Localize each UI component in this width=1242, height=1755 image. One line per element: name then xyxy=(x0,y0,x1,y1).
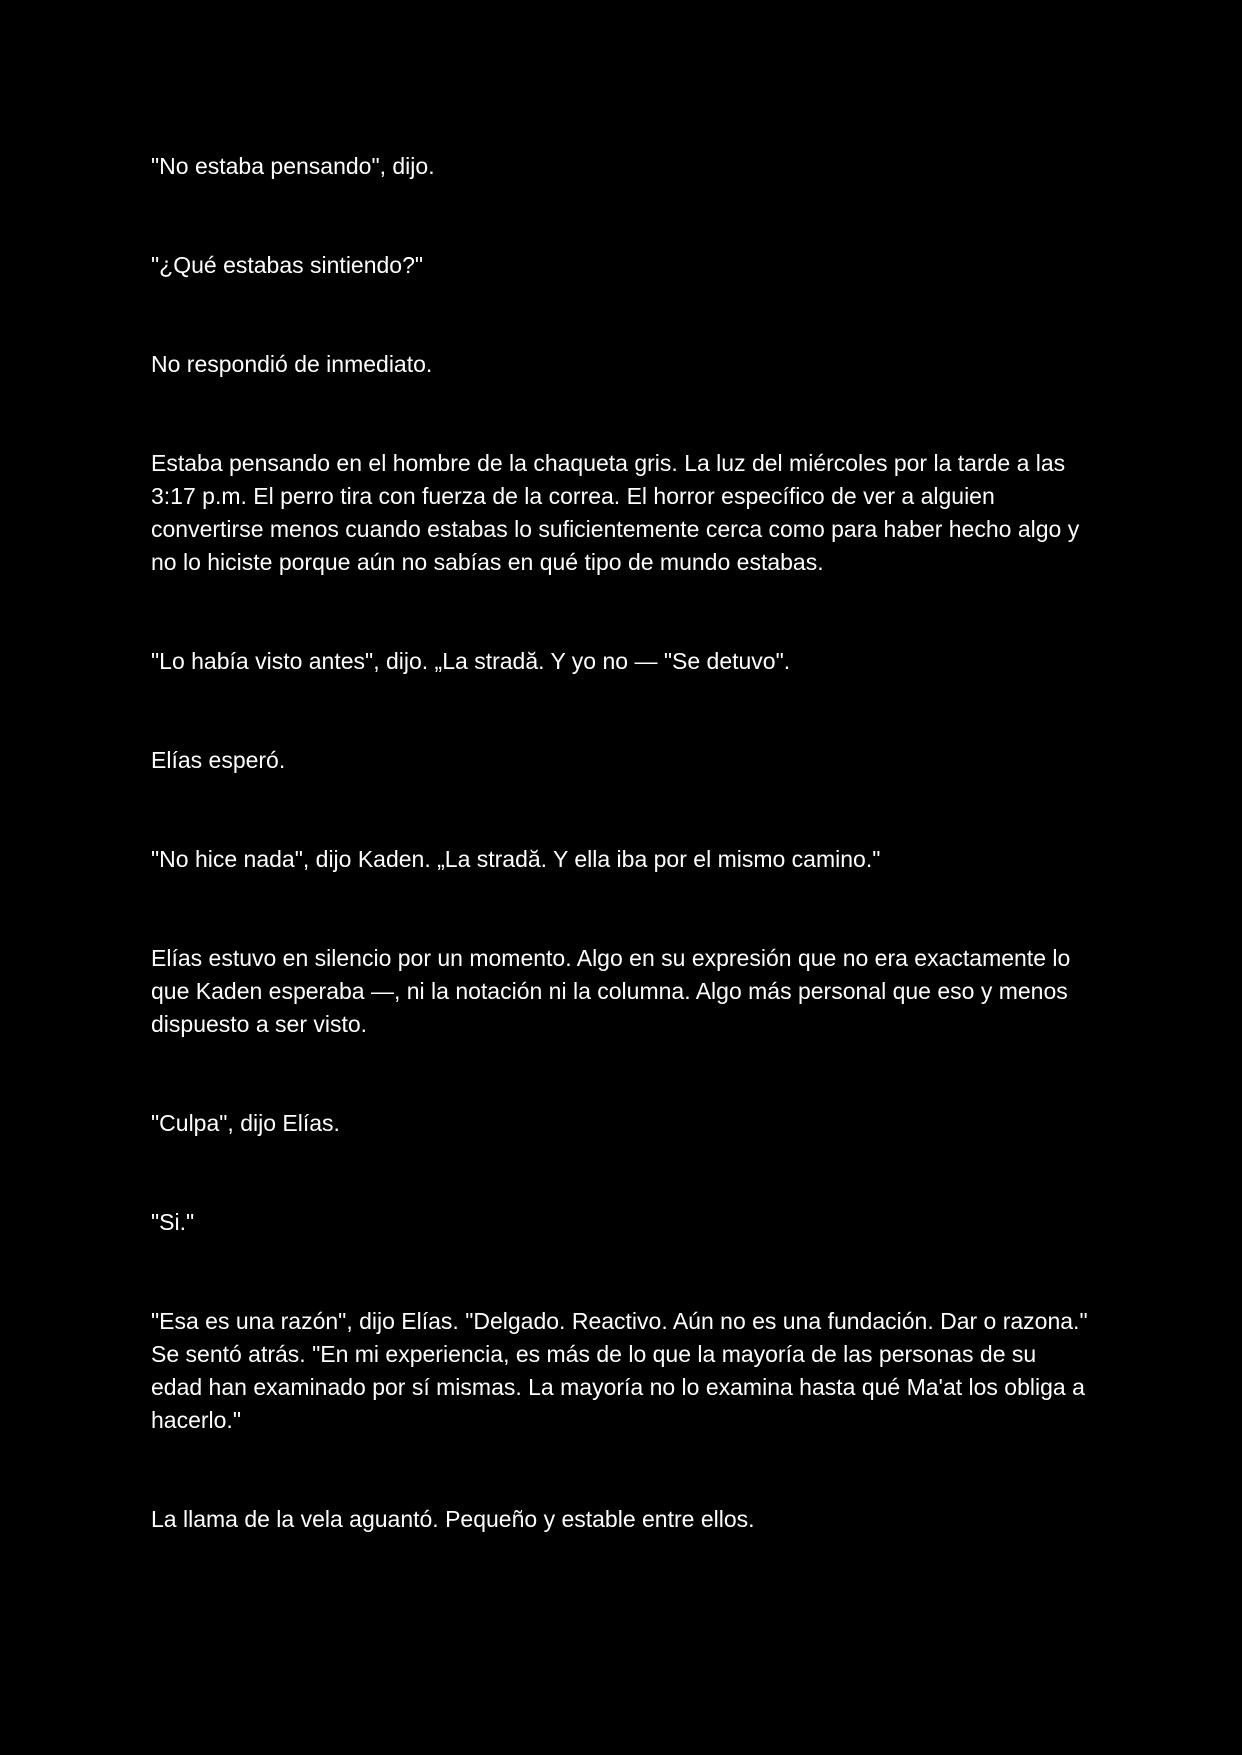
paragraph: No respondió de inmediato. xyxy=(151,351,433,377)
paragraph: "Esa es una razón", dijo Elías. "Delgado. Reactivo. Aún no es una fundación. Dar o razona." Se sentó atrás. "En mi experiencia, es más de lo que la mayoría de las personas de su edad han examinado por sí mismas. La mayoría no lo examina hasta qué Ma'at los obliga a hacerlo." xyxy=(151,1308,1088,1433)
paragraph: "Si." xyxy=(151,1209,195,1235)
document-body xyxy=(151,150,1091,1536)
paragraph: Elías estuvo en silencio por un momento. Algo en su expresión que no era exactamente lo que Kaden esperaba —, ni la notación ni la columna. Algo más personal que eso y menos dispuesto a ser visto. xyxy=(151,945,1071,1037)
paragraph: La llama de la vela aguantó. Pequeño y estable entre ellos. xyxy=(151,1506,755,1532)
paragraph: "Lo había visto antes", dijo. „La stradă. Y yo no — "Se detuvo". xyxy=(151,648,791,674)
paragraph: Estaba pensando en el hombre de la chaqueta gris. La luz del miércoles por la tarde a las 3:17 p.m. El perro tira con fuerza de la correa. El horror específico de ver a alguien convertirse menos cuando estabas lo suficientemente cerca como para haber hecho algo y no lo hiciste porque aún no sabías en qué tipo de mundo estabas. xyxy=(151,450,1080,575)
paragraph: "Culpa", dijo Elías. xyxy=(151,1110,340,1136)
paragraph: "¿Qué estabas sintiendo?" xyxy=(151,252,424,278)
paragraph: "No hice nada", dijo Kaden. „La stradă. Y ella iba por el mismo camino." xyxy=(151,846,881,872)
paragraph: "No estaba pensando", dijo. xyxy=(151,153,435,179)
paragraph: Elías esperó. xyxy=(151,747,286,773)
